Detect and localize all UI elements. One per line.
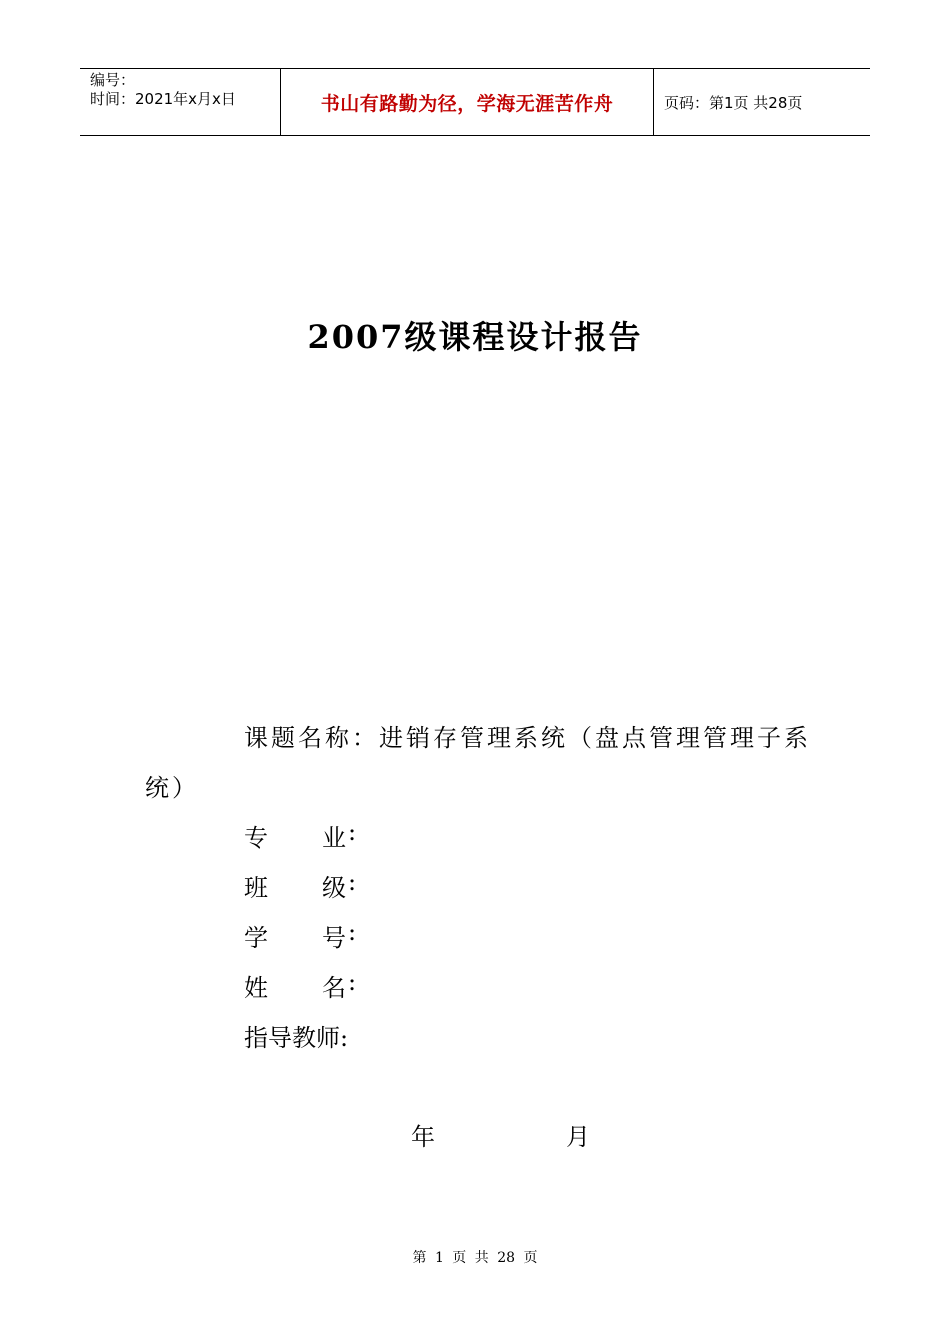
report-title: 2007级课程设计报告 <box>307 318 643 356</box>
field-key-1: 班 <box>244 874 268 902</box>
header-page-info: 页码：第1页 共28页 <box>664 93 803 112</box>
field-key-1: 姓 <box>244 974 268 1002</box>
field-colon: : <box>348 868 357 896</box>
date-month: 月 <box>566 1123 590 1151</box>
date-year: 年 <box>411 1123 435 1151</box>
topic-line-1: 课题名称：进销存管理系统（盘点管理管理子系 <box>244 724 811 752</box>
topic-line-2: 统） <box>145 774 199 802</box>
field-colon: : <box>348 968 357 996</box>
time-label: 时间：2021年x月x日 <box>90 90 236 108</box>
field-key-2: 级 <box>322 874 346 902</box>
page-header <box>80 68 870 136</box>
field-colon: : <box>348 918 357 946</box>
page-footer: 第 1 页 共 28 页 <box>412 1250 538 1266</box>
header-meta <box>80 69 281 135</box>
field-colon: : <box>348 818 357 846</box>
field-key-2: 号 <box>322 924 346 952</box>
header-motto: 书山有路勤为径，学海无涯苦作舟 <box>281 69 654 135</box>
field-key-1: 专 <box>244 824 268 852</box>
field-advisor: 指导教师: <box>244 1024 349 1052</box>
number-label: 编号： <box>90 71 136 89</box>
field-key-2: 名 <box>322 974 346 1002</box>
field-key-2: 业 <box>322 824 346 852</box>
field-key-1: 学 <box>244 924 268 952</box>
